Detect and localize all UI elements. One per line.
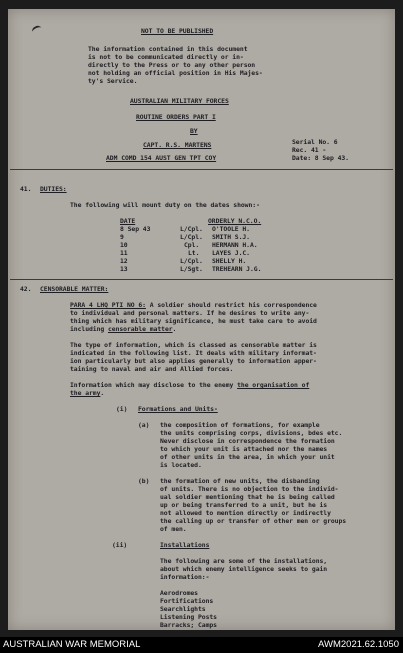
item-a-line: the composition of formations, for example	[160, 421, 320, 429]
unit-name: ADM COMD 154 AUST GEN TPT COY	[106, 154, 217, 162]
item-b-line: of units. There is no objection to the individ-	[160, 485, 339, 493]
duty-name: O'TOOLE H.	[212, 225, 250, 233]
paragraph-2-line-3: ion particularly but also applies generally to information apper-	[70, 357, 317, 365]
paragraph-1-line-4	[70, 325, 176, 333]
duties-col-date: DATE	[120, 217, 136, 225]
orders-title: ROUTINE ORDERS PART I	[136, 113, 216, 121]
archive-name: AUSTRALIAN WAR MEMORIAL	[3, 639, 141, 650]
paragraph-3-text: .	[100, 389, 105, 397]
paragraph-reference: PARA 4 LHQ PTI NO 6:	[70, 301, 146, 309]
duty-rank: L/Sgt.	[180, 265, 203, 273]
force-name: AUSTRALIAN MILITARY FORCES	[130, 97, 229, 105]
paragraph-3-emphasis: the army	[70, 389, 101, 397]
duty-rank: L/Cpl.	[180, 257, 203, 265]
paragraph-3-emphasis: the organisation of	[237, 381, 310, 389]
archive-reference: AWM2021.62.1050	[318, 639, 399, 650]
installations-intro: about which enemy intelligence seeks to gain	[160, 565, 328, 573]
item-b-line: ual soldier mentioning that he is being called	[160, 493, 335, 501]
item-a-line: is located.	[160, 461, 202, 469]
item-a-line: the units comprising corps, divisions, bdes etc.	[160, 429, 343, 437]
duty-name: HERMANN H.A.	[212, 241, 258, 249]
item-a-line: of other units in the area, in which your unit	[160, 453, 335, 461]
paragraph-3-line-2	[70, 389, 104, 397]
duties-col-nco: ORDERLY N.C.O.	[208, 217, 262, 225]
by-line: BY	[190, 127, 198, 135]
duties-intro: The following will mount duty on the dates shown:-	[70, 201, 260, 209]
installation-item: Aerodromes	[160, 589, 198, 597]
duty-date: 11	[120, 249, 128, 257]
warning-line-1: The information contained in this document	[88, 45, 248, 53]
document-title: NOT TO BE PUBLISHED	[141, 27, 214, 35]
ink-mark	[31, 24, 43, 35]
duty-name: TREHEARN J.G.	[212, 265, 262, 273]
item-b-line: the calling up or transfer of other men or groups	[160, 517, 347, 525]
officer-name: CAPT. R.S. MARTENS	[143, 141, 212, 149]
paragraph-1-line-2: to individual and personal matters. If he desires to write any-	[70, 309, 310, 317]
paragraph-2-line-2: indicated in the following list. It deals with military informat-	[70, 349, 317, 357]
duty-date: 13	[120, 265, 128, 273]
installation-item: Listening Posts	[160, 613, 217, 621]
installations-intro: The following are some of the installations,	[160, 557, 328, 565]
item-b-line: up or being transferred to a unit, but he is	[160, 501, 328, 509]
warning-line-5: ty's Service.	[88, 77, 138, 85]
paragraph-2-line-1: The type of information, which is classed as censorable matter is	[70, 341, 317, 349]
duty-date: 9	[120, 233, 124, 241]
installation-item: Barracks; Camps	[160, 621, 217, 629]
duty-rank: Cpl.	[184, 241, 200, 249]
section-42-number: 42.	[20, 285, 32, 293]
caption-bar	[0, 637, 403, 653]
section-41-number: 41.	[20, 185, 32, 193]
duty-date: 8 Sep 43	[120, 225, 151, 233]
subsection-ii-title: Installations	[160, 541, 210, 549]
paragraph-1-text: A soldier should restrict his correspondence	[145, 301, 317, 309]
installation-item: Fortifications	[160, 597, 214, 605]
paragraph-1-text: including	[70, 325, 108, 333]
section-42-heading: CENSORABLE MATTER:	[40, 285, 109, 293]
warning-line-3: directly to the Press or to any other person	[88, 61, 256, 69]
installations-intro: information:-	[160, 573, 210, 581]
item-a-line: to which your unit is attached nor the names	[160, 445, 328, 453]
header-separator	[10, 169, 393, 170]
item-b-line: the formation of new units, the disbanding	[160, 477, 320, 485]
rec-number: Rec. 41 -	[292, 146, 327, 154]
order-date: Date: 8 Sep 43.	[292, 154, 349, 162]
item-b-line: not allowed to mention directly or indirectly	[160, 509, 331, 517]
installation-item: Searchlights	[160, 605, 206, 613]
paragraph-1-line-3: thing which has military significance, he must take care to avoid	[70, 317, 317, 325]
paragraph-1-text: .	[172, 325, 177, 333]
section-separator	[10, 279, 393, 280]
item-a-line: Never disclose in correspondence the formation	[160, 437, 335, 445]
section-41-heading: DUTIES:	[40, 185, 67, 193]
duty-rank: L/Cpl.	[180, 225, 203, 233]
warning-line-2: is not to be communicated directly or in-	[88, 53, 244, 61]
serial-number: Serial No. 6	[292, 138, 338, 146]
censorable-term: censorable matter	[107, 325, 173, 333]
duty-date: 10	[120, 241, 128, 249]
duty-name: SHELLY H.	[212, 257, 247, 265]
subsection-ii-number: (ii)	[112, 541, 128, 549]
paragraph-3-text: Information which may disclose to the enemy	[70, 381, 238, 389]
duty-rank: Lt.	[188, 249, 200, 257]
item-a-label: (a)	[138, 421, 150, 429]
paragraph-3-line-1	[70, 381, 309, 389]
duty-name: SMITH S.J.	[212, 233, 250, 241]
subsection-i-title: Formations and Units-	[138, 405, 218, 413]
item-b-label: (b)	[138, 477, 150, 485]
duty-name: LAYES J.C.	[212, 249, 250, 257]
paragraph-2-line-4: taining to naval and air and Allied forces.	[70, 365, 234, 373]
duty-rank: L/Cpl.	[180, 233, 203, 241]
duty-date: 12	[120, 257, 128, 265]
subsection-i-number: (i)	[116, 405, 128, 413]
document-page	[8, 9, 395, 630]
paragraph-1-line-1	[70, 301, 317, 309]
item-b-line: of men.	[160, 525, 187, 533]
warning-line-4: not holding an official position in His Majes-	[88, 69, 263, 77]
